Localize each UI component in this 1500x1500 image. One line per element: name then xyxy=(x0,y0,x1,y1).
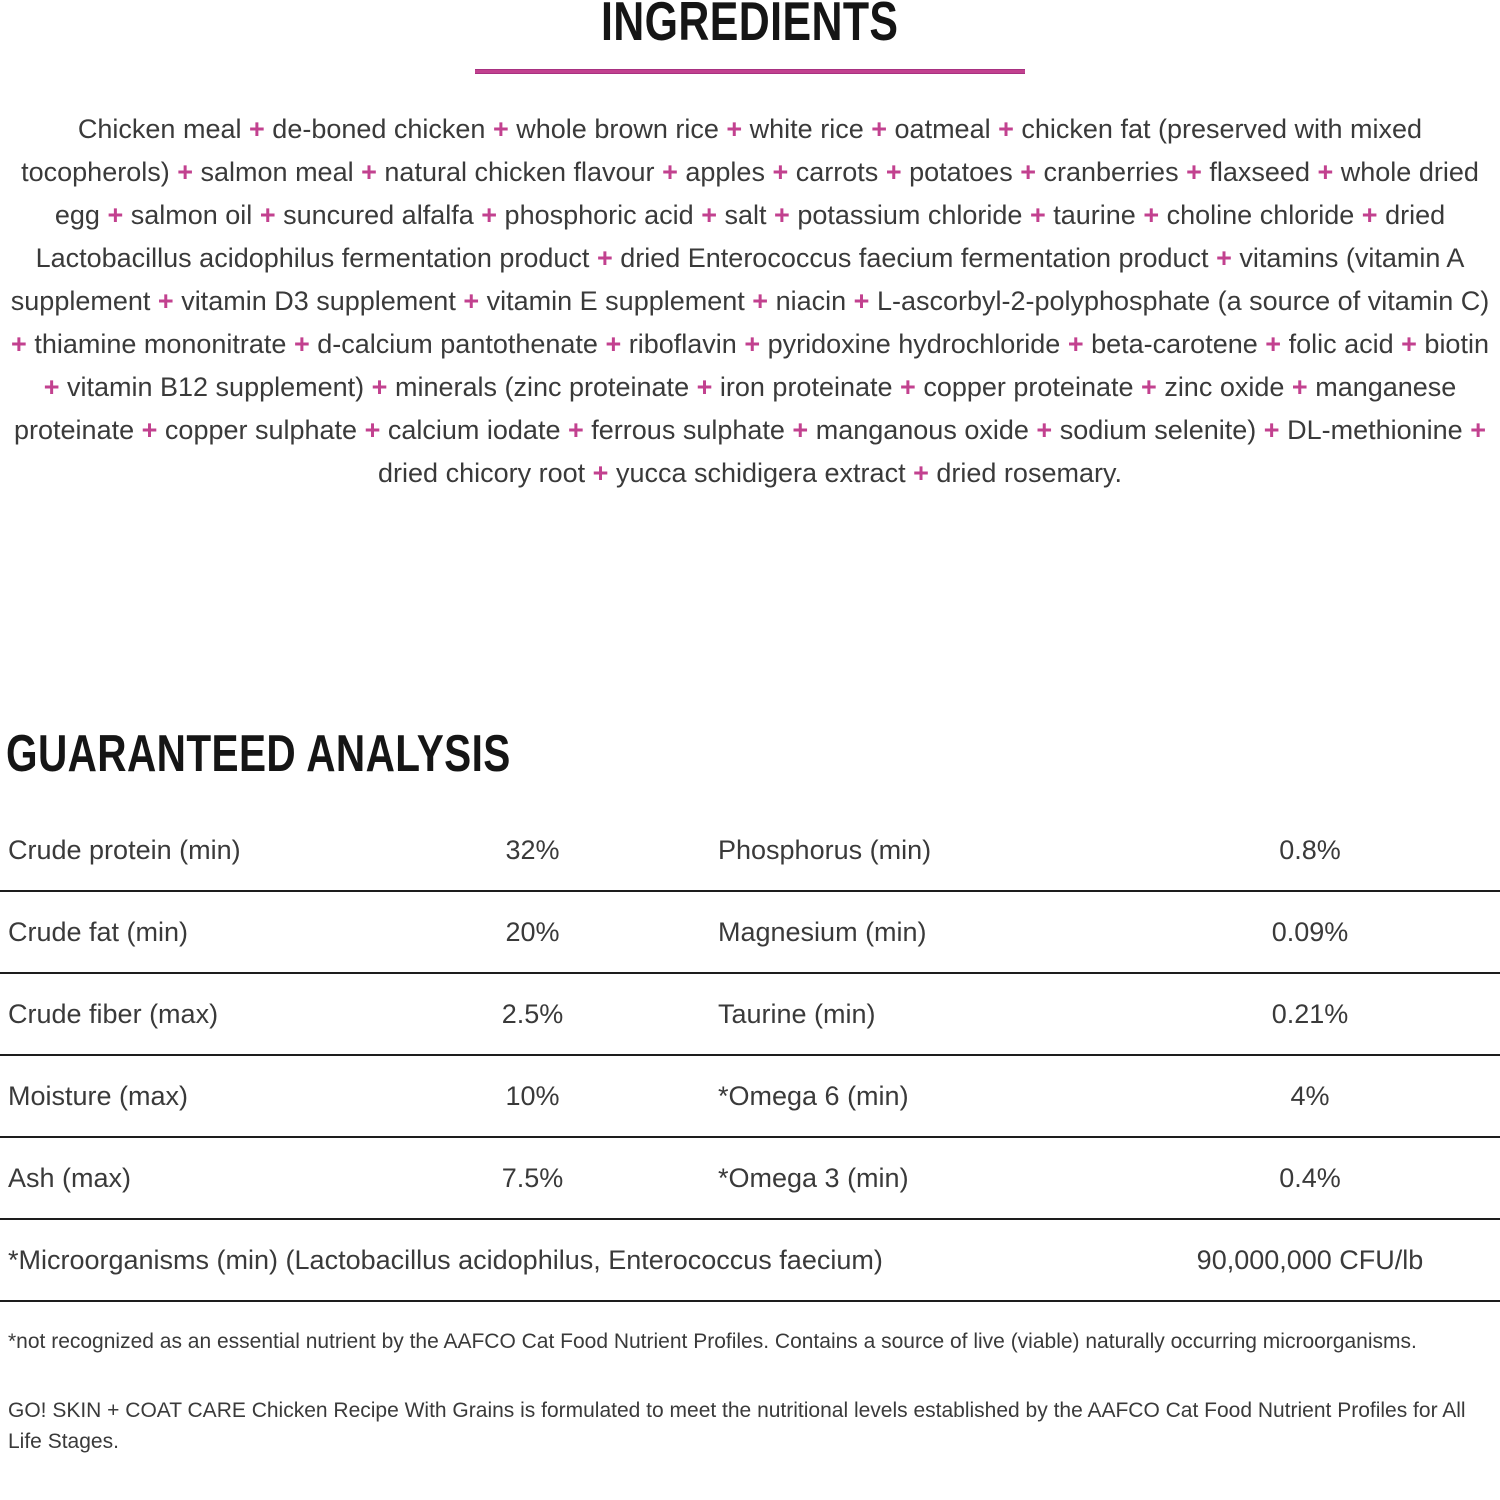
nutrient-label: Taurine (min) xyxy=(718,998,876,1029)
ingredient-separator: + xyxy=(853,286,870,316)
ingredient-separator: + xyxy=(107,200,124,230)
ingredient-separator: + xyxy=(696,372,713,402)
guaranteed-analysis-table xyxy=(0,810,1500,1220)
ingredient-separator: + xyxy=(249,114,265,144)
ingredient-separator: + xyxy=(1029,200,1046,230)
aafco-statement: GO! SKIN + COAT CARE Chicken Recipe With Grains is formulated to meet the nutritional levels established by the AAFCO Cat Food Nutrient Profiles for All Life Stages. xyxy=(8,1399,1466,1453)
analysis-row xyxy=(0,892,1500,974)
ingredient-separator: + xyxy=(364,415,381,445)
ingredient-separator: + xyxy=(371,372,388,402)
guaranteed-analysis-title: GUARANTEED ANALYSIS xyxy=(6,725,511,783)
analysis-row xyxy=(0,1138,1500,1220)
ingredient-separator: + xyxy=(1036,415,1053,445)
aafco-footnote: *not recognized as an essential nutrient by the AAFCO Cat Food Nutrient Profiles. Contains a source of live (viable) naturally occurring microorganisms. xyxy=(8,1330,1417,1353)
ingredient-separator: + xyxy=(998,114,1014,144)
ingredient-separator: + xyxy=(1263,415,1280,445)
ingredient-separator: + xyxy=(871,114,888,144)
nutrient-value: 7.5% xyxy=(501,1162,564,1193)
ingredient-separator: + xyxy=(726,114,743,144)
nutrient-value: 32% xyxy=(505,834,560,865)
ingredient-separator: + xyxy=(1143,200,1160,230)
ingredient-separator: + xyxy=(1020,157,1036,187)
ingredient-separator: + xyxy=(11,329,27,359)
ingredient-separator: + xyxy=(177,157,194,187)
ingredient-separator: + xyxy=(900,372,916,402)
nutrient-label: Magnesium (min) xyxy=(718,916,927,947)
ingredients-list: Chicken meal + de-boned chicken + whole brown rice + white rice + oatmeal + chicken fat (preserved with mixed tocopherols) + salmon meal + natural chicken flavour + apples + carrots + potatoes + cranberries + flaxseed + whole dried egg + salmon oil + suncured alfalfa + phosphoric acid + salt + potassium chloride + taurine + choline chloride + dried Lactobacillus acidophilus fermentation product + dried Enterococcus faecium fermentation product + vitamins (vitamin A supplement + vitamin D3 supplement + vitamin E supplement + niacin + L-ascorbyl-2-polyphosphate (a source of vitamin C) + thiamine mononitrate + d-calcium pantothenate + riboflavin + pyridoxine hydrochloride + beta-carotene + folic acid + biotin + vitamin B12 supplement) + minerals (zinc proteinate + iron proteinate + copper proteinate + zinc oxide + manganese proteinate + copper sulphate + calcium iodate + ferrous sulphate + manganous oxide + sodium selenite) + DL-methionine + dried chicory root + yucca schidigera extract + dried rosemary. xyxy=(10,114,1490,488)
ingredient-separator: + xyxy=(259,200,276,230)
nutrient-value: 0.21% xyxy=(1271,998,1349,1029)
analysis-row xyxy=(0,1056,1500,1138)
ingredient-separator: + xyxy=(481,200,498,230)
ingredient-separator: + xyxy=(1216,243,1232,273)
nutrient-value: 0.09% xyxy=(1271,916,1349,947)
nutrient-value: 2.5% xyxy=(501,998,564,1029)
nutrient-label: Crude fat (min) xyxy=(8,916,189,947)
ingredient-separator: + xyxy=(1317,157,1334,187)
nutrient-label: Crude protein (min) xyxy=(8,834,241,865)
ingredients-title-underline xyxy=(475,69,1025,74)
nutrient-label: *Omega 3 (min) xyxy=(718,1162,909,1193)
nutrient-label: *Omega 6 (min) xyxy=(718,1080,909,1111)
ingredient-separator: + xyxy=(567,415,584,445)
ingredient-separator: + xyxy=(361,157,377,187)
ingredient-separator: + xyxy=(1401,329,1417,359)
nutrient-value: 0.4% xyxy=(1279,1162,1341,1193)
ingredients-heading xyxy=(0,0,1500,52)
ingredient-separator: + xyxy=(463,286,480,316)
ingredient-separator: + xyxy=(772,157,789,187)
ingredient-separator: + xyxy=(141,415,158,445)
microorganisms-value: 90,000,000 CFU/lb xyxy=(1196,1244,1424,1275)
microorganisms-label: *Microorganisms (min) (Lactobacillus acidophilus, Enterococcus faecium) xyxy=(8,1244,883,1275)
ingredient-separator: + xyxy=(492,114,509,144)
microorganisms-row xyxy=(0,1220,1500,1302)
ingredient-separator: + xyxy=(774,200,790,230)
nutrient-label: Moisture (max) xyxy=(8,1080,189,1111)
guaranteed-analysis-heading xyxy=(6,725,1500,783)
ingredient-separator: + xyxy=(701,200,717,230)
ingredient-separator: + xyxy=(293,329,310,359)
ingredient-separator: + xyxy=(1186,157,1202,187)
nutrient-label: Phosphorus (min) xyxy=(718,834,932,865)
ingredient-separator: + xyxy=(592,458,609,488)
ingredient-separator: + xyxy=(1470,415,1486,445)
ingredient-separator: + xyxy=(752,286,769,316)
nutrient-value: 10% xyxy=(505,1080,560,1111)
nutrient-label: Ash (max) xyxy=(8,1162,132,1193)
nutrient-value: 20% xyxy=(505,916,560,947)
nutrient-label: Crude fiber (max) xyxy=(8,998,219,1029)
ingredient-separator: + xyxy=(43,372,60,402)
ingredient-separator: + xyxy=(157,286,174,316)
ingredient-separator: + xyxy=(1361,200,1378,230)
ingredient-separator: + xyxy=(913,458,929,488)
ingredient-separator: + xyxy=(605,329,622,359)
ingredient-separator: + xyxy=(1141,372,1157,402)
ingredient-separator: + xyxy=(885,157,902,187)
analysis-row xyxy=(0,974,1500,1056)
ingredients-title: INGREDIENTS xyxy=(601,0,899,52)
ingredient-separator: + xyxy=(1291,372,1308,402)
analysis-row xyxy=(0,810,1500,892)
ingredient-separator: + xyxy=(744,329,761,359)
ingredient-separator: + xyxy=(596,243,613,273)
ingredient-separator: + xyxy=(792,415,809,445)
ingredient-separator: + xyxy=(662,157,678,187)
ingredient-separator: + xyxy=(1067,329,1084,359)
nutrient-value: 0.8% xyxy=(1279,834,1341,865)
ingredient-separator: + xyxy=(1265,329,1282,359)
nutrient-value: 4% xyxy=(1290,1080,1330,1111)
